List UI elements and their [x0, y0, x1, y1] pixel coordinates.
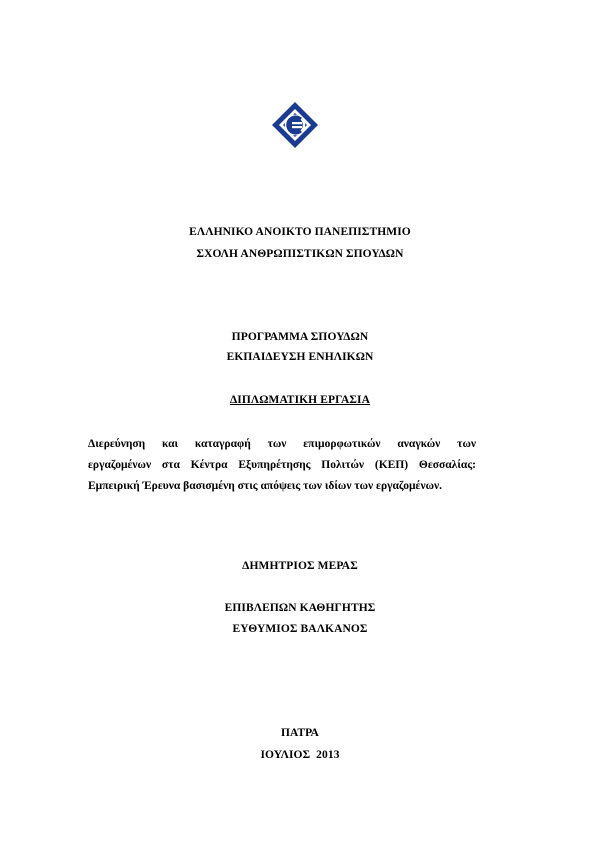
date: ΙΟΥΛΙΟΣ 2013	[260, 749, 340, 761]
city: ΠΑΤΡΑ	[281, 727, 319, 739]
program-name: ΕΚΠΑΙΔΕΥΣΗ ΕΝΗΛΙΚΩΝ	[226, 351, 374, 363]
school-name: ΣΧΟΛΗ ΑΝΘΡΩΠΙΣΤΙΚΩΝ ΣΠΟΥΔΩΝ	[196, 248, 404, 260]
program-label: ΠΡΟΓΡΑΜΜΑ ΣΠΟΥΔΩΝ	[231, 331, 369, 343]
thesis-title-line-3: Εμπειρική Έρευνα βασισμένη στις απόψεις των ιδίων των εργαζομένων.	[88, 480, 443, 492]
university-logo-icon	[270, 100, 320, 150]
supervisor-name: ΕΥΘΥΜΙΟΣ ΒΑΛΚΑΝΟΣ	[232, 623, 368, 635]
thesis-title	[88, 434, 476, 497]
thesis-title-line-1: Διερεύνηση και καταγραφή των επιμορφωτικών αναγκών των	[88, 438, 476, 450]
thesis-title-line-2: εργαζομένων στα Κέντρα Εξυπηρέτησης Πολιτών (ΚΕΠ) Θεσσαλίας:	[88, 459, 476, 471]
supervisor-label: ΕΠΙΒΛΕΠΩΝ ΚΑΘΗΓΗΤΗΣ	[224, 602, 376, 614]
university-name: ΕΛΛΗΝΙΚΟ ΑΝΟΙΚΤΟ ΠΑΝΕΠΙΣΤΗΜΙΟ	[189, 226, 411, 238]
author-name: ΔΗΜΗΤΡΙΟΣ ΜΕΡΑΣ	[242, 560, 358, 572]
document-type: ΔΙΠΛΩΜΑΤΙΚΗ ΕΡΓΑΣΙΑ	[229, 394, 371, 406]
